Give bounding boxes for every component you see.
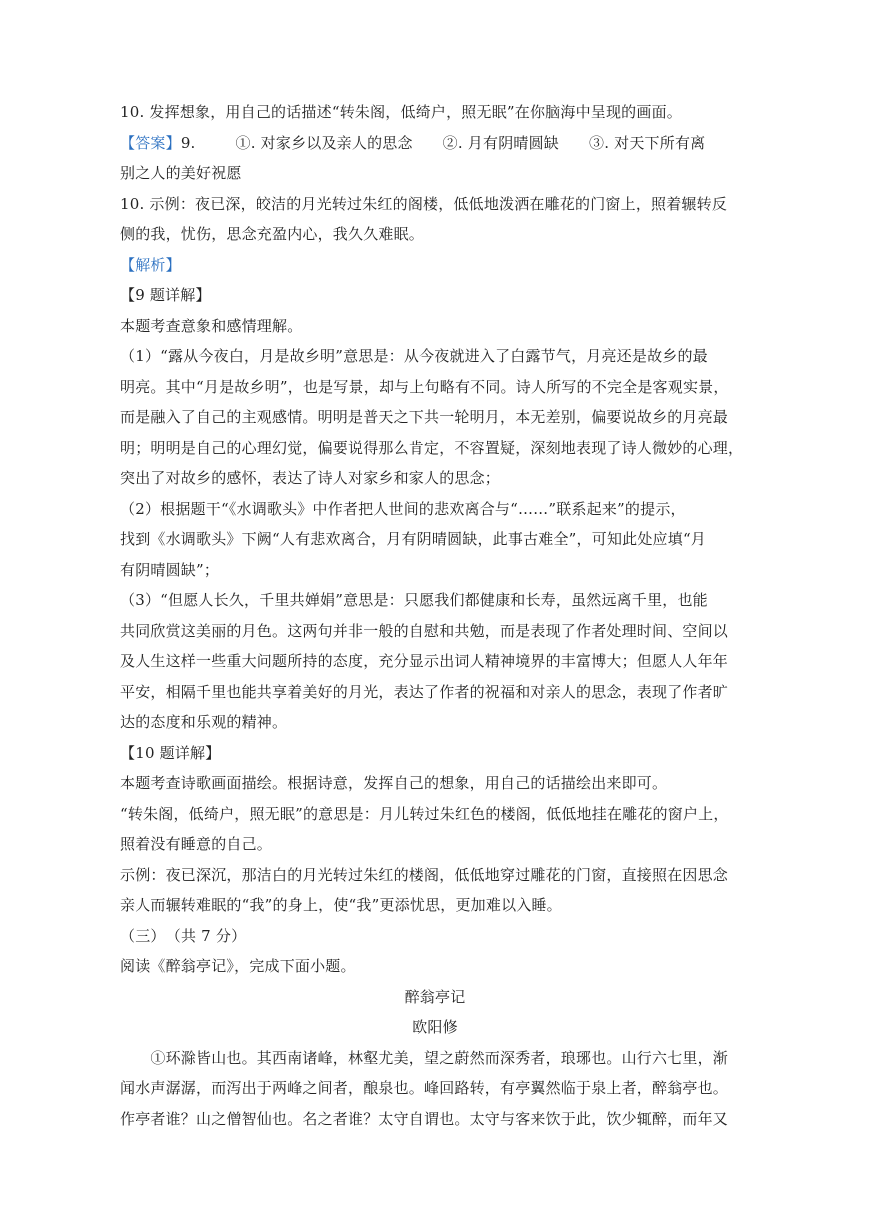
paragraph-line: 而是融入了自己的主观感情。明明是普天之下共一轮明月，本无差别，偏要说故乡的月亮最 — [120, 408, 729, 426]
section-3-instruction: 阅读《醉翁亭记》，完成下面小题。 — [120, 957, 356, 975]
paragraph-line: （2）根据题干“《水调歌头》中作者把人世间的悲欢离合与“……”联系起来”的提示， — [120, 500, 686, 518]
section-3-header: （三） （共 7 分） — [120, 927, 247, 945]
analysis-label: 【解析】 — [120, 256, 181, 274]
paragraph-line: 共同欣赏这美丽的月色。这两句并非一般的自慰和共勉，而是表现了作者处理时间、空间以 — [120, 622, 729, 640]
answer-q9-number: 9. — [180, 134, 196, 152]
q10-detail-heading: 【10 题详解】 — [120, 744, 221, 762]
paragraph-line: 明；明明是自己的心理幻觉，偏要说得那么肯定，不容置疑，深刻地表现了诗人微妙的心理， — [120, 439, 744, 457]
paragraph-line: 平安，相隔千里也能共享着美好的月光，表达了作者的祝福和对亲人的思念，表现了作者旷 — [120, 683, 729, 701]
paragraph-line: 及人生这样一些重大问题所持的态度，充分显示出词人精神境界的丰富博大；但愿人人年年 — [120, 652, 729, 670]
paragraph-line: （1）“露从今夜白，月是故乡明”意思是：从今夜就进入了白露节气，月亮还是故乡的最 — [120, 347, 708, 365]
passage-title: 醉翁亭记 — [404, 988, 466, 1006]
paragraph-line: 示例：夜已深沉，那洁白的月光转过朱红的楼阁，低低地穿过雕花的门窗，直接照在因思念 — [120, 866, 729, 884]
paragraph-line: 找到《水调歌头》下阙“人有悲欢离合，月有阴晴圆缺，此事古难全”，可知此处应填“月 — [120, 530, 707, 548]
answer-q10-line-2: 侧的我，忧伤，思念充盈内心，我久久难眠。 — [120, 225, 425, 243]
paragraph-line: （3）“但愿人长久，千里共婵娟”意思是：只愿我们都健康和长寿，虽然远离千里，也能 — [120, 591, 708, 609]
passage-line: 闻水声潺潺，而泻出于两峰之间者，酿泉也。峰回路转，有亭翼然临于泉上者，醉翁亭也。 — [120, 1079, 729, 1097]
passage-line: 作亭者谁？山之僧智仙也。名之者谁？太守自谓也。太守与客来饮于此，饮少辄醉，而年又 — [120, 1110, 729, 1128]
paragraph-line: 亲人而辗转难眠的“我”的身上，使“我”更添忧思，更加难以入睡。 — [120, 896, 562, 914]
paragraph-line: 照着没有睡意的自己。 — [120, 835, 273, 853]
paragraph-line: 有阴晴圆缺”； — [120, 561, 220, 579]
answer-option-3-continued: 别之人的美好祝愿 — [120, 164, 242, 182]
question-10: 10. 发挥想象，用自己的话描述“转朱阁，低绮户，照无眠”在你脑海中呈现的画面。 — [120, 103, 682, 121]
answer-option-1: ①. 对家乡以及亲人的思念 — [235, 134, 413, 152]
paragraph-line: 突出了对故乡的感怀，表达了诗人对家乡和家人的思念； — [120, 469, 501, 487]
paragraph-line: 明亮。其中“月是故乡明”，也是写景，却与上句略有不同。诗人所写的不完全是客观实景， — [120, 378, 729, 396]
q9-detail-heading: 【9 题详解】 — [120, 286, 211, 304]
q10-intro: 本题考查诗歌画面描绘。根据诗意，发挥自己的想象，用自己的话描绘出来即可。 — [120, 774, 668, 792]
answer-label: 【答案】 — [120, 134, 181, 152]
q9-intro: 本题考查意象和感情理解。 — [120, 317, 303, 335]
paragraph-line: 达的态度和乐观的精神。 — [120, 713, 288, 731]
paragraph-line: “转朱阁，低绮户，照无眠”的意思是：月儿转过朱红色的楼阁，低低地挂在雕花的窗户上， — [120, 805, 729, 823]
answer-q10-line-1: 10. 示例：夜已深，皎洁的月光转过朱红的阁楼，低低地泼洒在雕花的门窗上，照着辗转反 — [120, 195, 728, 213]
answer-option-2: ②. 月有阴晴圆缺 — [442, 134, 560, 152]
passage-author: 欧阳修 — [412, 1018, 458, 1036]
passage-line: ①环滁皆山也。其西南诸峰，林壑尤美，望之蔚然而深秀者，琅琊也。山行六七里，渐 — [120, 1049, 729, 1067]
answer-row — [120, 132, 750, 154]
answer-option-3: ③. 对天下所有离 — [589, 134, 706, 152]
